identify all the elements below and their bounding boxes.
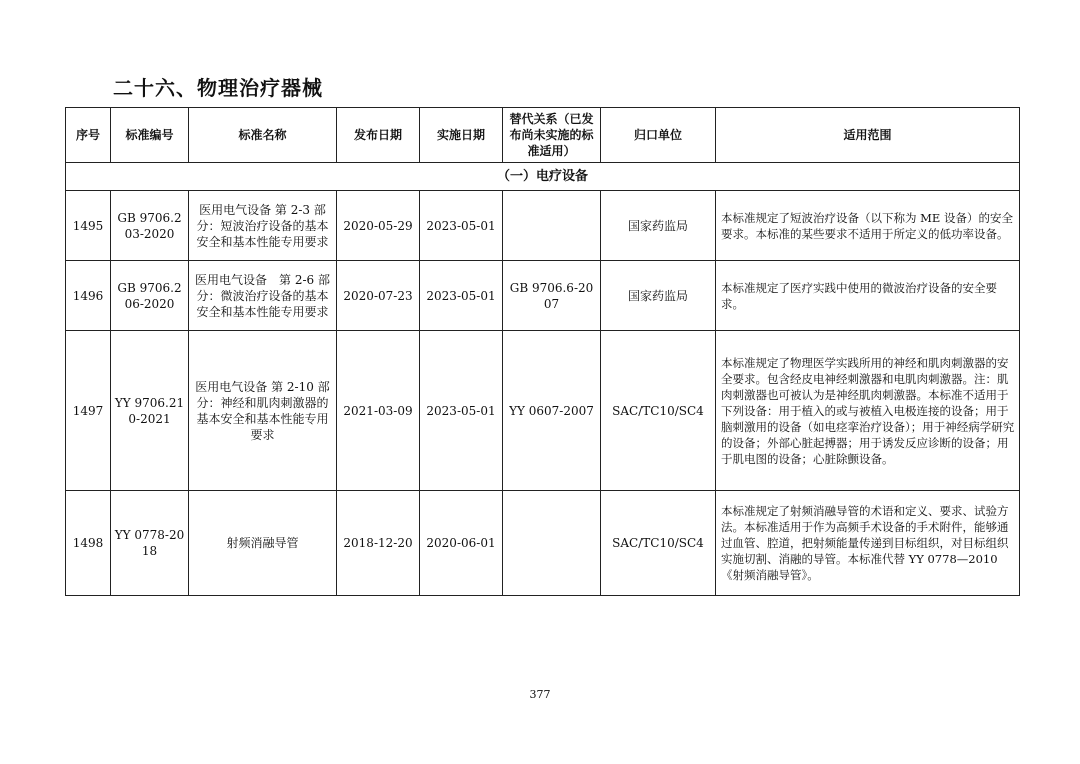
cell-seq: 1498 <box>66 491 111 596</box>
cell-seq: 1496 <box>66 261 111 331</box>
cell-impl-date: 2020-06-01 <box>420 491 503 596</box>
cell-owner: 国家药监局 <box>601 191 716 261</box>
cell-impl-date: 2023-05-01 <box>420 191 503 261</box>
table-row <box>66 331 1020 491</box>
table-row <box>66 191 1020 261</box>
header-owner: 归口单位 <box>601 108 716 163</box>
cell-std-name: 医用电气设备 第 2-10 部分：神经和肌肉刺激器的基本安全和基本性能专用要求 <box>189 331 337 491</box>
cell-std-no: YY 0778-2018 <box>111 491 189 596</box>
cell-scope: 本标准规定了物理医学实践所用的神经和肌肉刺激器的安全要求。包含经皮电神经刺激器和电肌肉刺激器。注：肌肉刺激器也可被认为是神经肌肉刺激器。本标准不适用于下列设备：用于植入的或与被植入电极连接的设备；用于脑刺激用的设备（如电痉挛治疗设备）；用于神经病学研究的设备；外部心脏起搏器；用于诱发反应诊断的设备；用于肌电图的设备；心脏除颤设备。 <box>716 331 1020 491</box>
cell-scope: 本标准规定了短波治疗设备（以下称为 ME 设备）的安全要求。本标准的某些要求不适用于所定义的低功率设备。 <box>716 191 1020 261</box>
cell-replace: GB 9706.6-2007 <box>503 261 601 331</box>
category-label: （一）电疗设备 <box>66 163 1020 191</box>
cell-impl-date: 2023-05-01 <box>420 331 503 491</box>
cell-replace <box>503 491 601 596</box>
cell-std-no: GB 9706.203-2020 <box>111 191 189 261</box>
cell-scope: 本标准规定了射频消融导管的术语和定义、要求、试验方法。本标准适用于作为高频手术设备的手术附件，能够通过血管、腔道，把射频能量传递到目标组织，对目标组织实施切割、消融的导管。本标准代替 YY 0778—2010《射频消融导管》。 <box>716 491 1020 596</box>
page-number: 377 <box>529 688 551 701</box>
cell-replace: YY 0607-2007 <box>503 331 601 491</box>
header-impl-date: 实施日期 <box>420 108 503 163</box>
cell-seq: 1497 <box>66 331 111 491</box>
cell-impl-date: 2023-05-01 <box>420 261 503 331</box>
cell-owner: 国家药监局 <box>601 261 716 331</box>
table-header-row <box>66 108 1020 163</box>
header-seq: 序号 <box>66 108 111 163</box>
cell-pub-date: 2020-07-23 <box>337 261 420 331</box>
cell-owner: SAC/TC10/SC4 <box>601 331 716 491</box>
header-pub-date: 发布日期 <box>337 108 420 163</box>
header-scope: 适用范围 <box>716 108 1020 163</box>
cell-std-no: YY 9706.210-2021 <box>111 331 189 491</box>
cell-std-name: 射频消融导管 <box>189 491 337 596</box>
table-row <box>66 491 1020 596</box>
cell-std-no: GB 9706.206-2020 <box>111 261 189 331</box>
category-row <box>66 163 1020 191</box>
cell-pub-date: 2021-03-09 <box>337 331 420 491</box>
cell-replace <box>503 191 601 261</box>
table-row <box>66 261 1020 331</box>
cell-seq: 1495 <box>66 191 111 261</box>
section-title: 二十六、物理治疗器械 <box>113 76 323 100</box>
cell-pub-date: 2020-05-29 <box>337 191 420 261</box>
cell-std-name: 医用电气设备 第 2-6 部分：微波治疗设备的基本安全和基本性能专用要求 <box>189 261 337 331</box>
cell-std-name: 医用电气设备 第 2-3 部分：短波治疗设备的基本安全和基本性能专用要求 <box>189 191 337 261</box>
header-std-name: 标准名称 <box>189 108 337 163</box>
cell-owner: SAC/TC10/SC4 <box>601 491 716 596</box>
cell-scope: 本标准规定了医疗实践中使用的微波治疗设备的安全要求。 <box>716 261 1020 331</box>
header-replace: 替代关系（已发布尚未实施的标准适用） <box>503 108 601 163</box>
header-std-no: 标准编号 <box>111 108 189 163</box>
cell-pub-date: 2018-12-20 <box>337 491 420 596</box>
standards-table <box>65 107 1020 596</box>
